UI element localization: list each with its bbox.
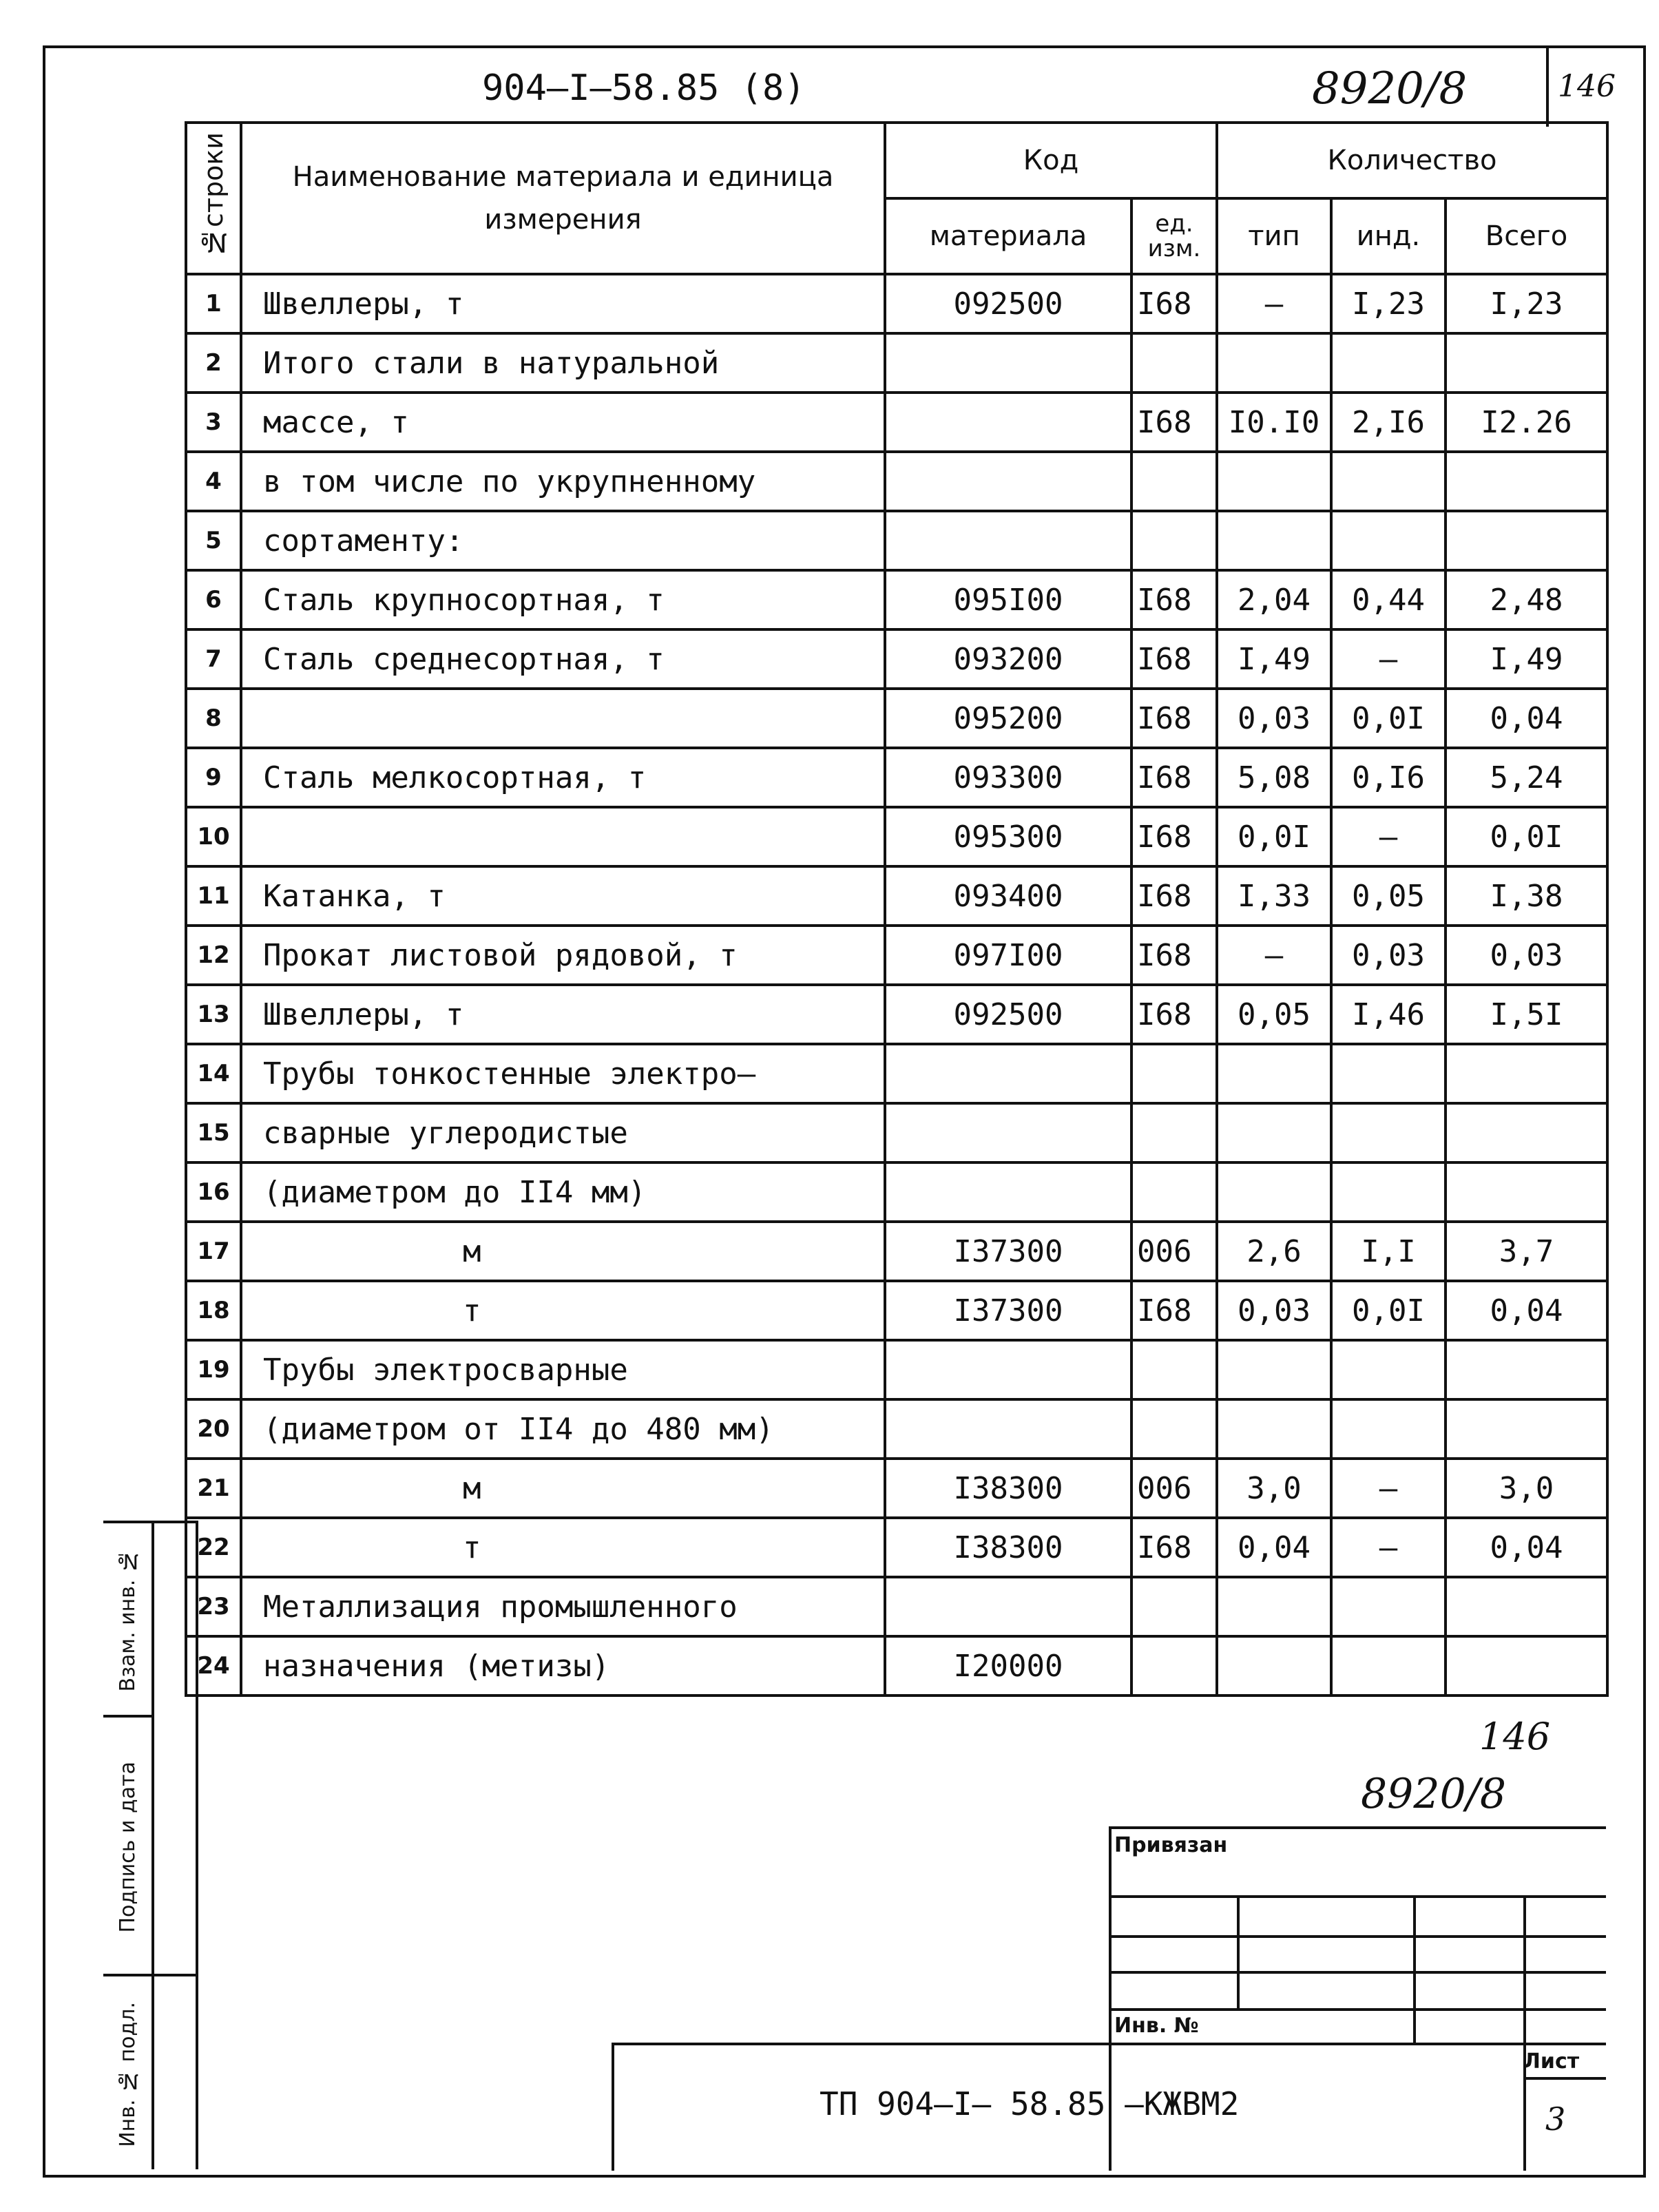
material-name-cell: т bbox=[241, 1281, 885, 1340]
qty-total-cell bbox=[1446, 1636, 1607, 1695]
qty-typ-cell: I0.I0 bbox=[1217, 393, 1331, 452]
title-block-line bbox=[612, 2043, 1606, 2045]
frame-inner-line bbox=[196, 1708, 198, 2169]
unit-code-cell: I68 bbox=[1131, 1518, 1217, 1577]
qty-ind-cell: 0,0I bbox=[1331, 1281, 1446, 1340]
unit-code-cell: I68 bbox=[1131, 393, 1217, 452]
qty-total-cell: 3,7 bbox=[1446, 1222, 1607, 1281]
material-name-cell: Трубы тонкостенные электро– bbox=[241, 1044, 885, 1103]
row-number-cell: 3 bbox=[186, 393, 241, 452]
row-number-cell: 18 bbox=[186, 1281, 241, 1340]
unit-code-cell: I68 bbox=[1131, 748, 1217, 807]
qty-typ-cell bbox=[1217, 1399, 1331, 1459]
qty-total-cell: 0,04 bbox=[1446, 689, 1607, 748]
unit-code-cell: I68 bbox=[1131, 1281, 1217, 1340]
qty-ind-cell: I,I bbox=[1331, 1222, 1446, 1281]
unit-code-cell bbox=[1131, 511, 1217, 570]
inv-no-label: Инв. № bbox=[1114, 2014, 1199, 2038]
material-code-cell: I20000 bbox=[885, 1636, 1131, 1695]
material-name-cell: сварные углеродистые bbox=[241, 1103, 885, 1162]
archive-number: 8920/8 bbox=[1312, 63, 1468, 114]
qty-typ-cell: 0,04 bbox=[1217, 1518, 1331, 1577]
side-line bbox=[152, 1974, 196, 1976]
material-code-cell bbox=[885, 1399, 1131, 1459]
stamp-line bbox=[1523, 1895, 1526, 2171]
unit-code-cell bbox=[1131, 1103, 1217, 1162]
table-row bbox=[186, 570, 1607, 629]
table-row bbox=[186, 807, 1607, 866]
header-separator bbox=[1546, 45, 1549, 127]
material-name-cell: Итого стали в натуральной bbox=[241, 333, 885, 393]
stamp-line bbox=[1109, 2008, 1606, 2011]
document-code: 904–I–58.85 (8) bbox=[482, 67, 806, 109]
row-number-cell: 14 bbox=[186, 1044, 241, 1103]
unit-code-cell bbox=[1131, 333, 1217, 393]
material-code-cell: 093400 bbox=[885, 866, 1131, 926]
stamp-line bbox=[1237, 1895, 1240, 2008]
unit-code-cell bbox=[1131, 1340, 1217, 1399]
material-code-cell bbox=[885, 1162, 1131, 1222]
qty-typ-cell: 0,03 bbox=[1217, 689, 1331, 748]
row-number-cell: 9 bbox=[186, 748, 241, 807]
material-name-cell: в том числе по укрупненному bbox=[241, 452, 885, 511]
material-name-cell: Металлизация промышленного bbox=[241, 1577, 885, 1636]
qty-typ-cell bbox=[1217, 452, 1331, 511]
material-code-cell: I38300 bbox=[885, 1459, 1131, 1518]
qty-ind-cell: 0,05 bbox=[1331, 866, 1446, 926]
material-code-cell: I37300 bbox=[885, 1281, 1131, 1340]
table-row bbox=[186, 629, 1607, 689]
qty-typ-cell: 0,0I bbox=[1217, 807, 1331, 866]
row-number-cell: 1 bbox=[186, 274, 241, 333]
material-name-cell: (диаметром до II4 мм) bbox=[241, 1162, 885, 1222]
header-quantity-group: Количество bbox=[1217, 123, 1607, 198]
material-code-cell: 097I00 bbox=[885, 926, 1131, 985]
qty-typ-cell bbox=[1217, 333, 1331, 393]
qty-ind-cell: 2,I6 bbox=[1331, 393, 1446, 452]
qty-typ-cell: 0,05 bbox=[1217, 985, 1331, 1044]
qty-total-cell bbox=[1446, 1044, 1607, 1103]
unit-code-cell: I68 bbox=[1131, 866, 1217, 926]
qty-typ-cell bbox=[1217, 1044, 1331, 1103]
qty-typ-cell: – bbox=[1217, 926, 1331, 985]
qty-total-cell: 3,0 bbox=[1446, 1459, 1607, 1518]
table-row bbox=[186, 1103, 1607, 1162]
qty-ind-cell: I,46 bbox=[1331, 985, 1446, 1044]
table-row bbox=[186, 1636, 1607, 1695]
side-stamp-column-2 bbox=[152, 1521, 198, 2169]
material-name-cell: Сталь мелкосортная, т bbox=[241, 748, 885, 807]
row-number-cell: 2 bbox=[186, 333, 241, 393]
qty-ind-cell: – bbox=[1331, 629, 1446, 689]
qty-total-cell: 2,48 bbox=[1446, 570, 1607, 629]
material-code-cell bbox=[885, 511, 1131, 570]
qty-total-cell: 0,0I bbox=[1446, 807, 1607, 866]
row-number-cell: 23 bbox=[186, 1577, 241, 1636]
qty-typ-cell: 2,04 bbox=[1217, 570, 1331, 629]
qty-total-cell bbox=[1446, 1577, 1607, 1636]
qty-total-cell bbox=[1446, 1103, 1607, 1162]
table-row bbox=[186, 1399, 1607, 1459]
unit-code-cell bbox=[1131, 1577, 1217, 1636]
qty-typ-cell: I,33 bbox=[1217, 866, 1331, 926]
material-name-cell: Трубы электросварные bbox=[241, 1340, 885, 1399]
material-name-cell bbox=[241, 689, 885, 748]
table-row bbox=[186, 1518, 1607, 1577]
row-number-cell: 7 bbox=[186, 629, 241, 689]
qty-total-cell: I2.26 bbox=[1446, 393, 1607, 452]
table-row bbox=[186, 274, 1607, 333]
qty-total-cell: I,38 bbox=[1446, 866, 1607, 926]
title-block-line bbox=[612, 2043, 614, 2171]
material-code-cell: 092500 bbox=[885, 274, 1131, 333]
qty-ind-cell bbox=[1331, 1044, 1446, 1103]
unit-code-cell bbox=[1131, 1636, 1217, 1695]
row-number-cell: 19 bbox=[186, 1340, 241, 1399]
material-code-cell bbox=[885, 333, 1131, 393]
qty-typ-cell: 5,08 bbox=[1217, 748, 1331, 807]
material-name-cell: (диаметром от II4 до 480 мм) bbox=[241, 1399, 885, 1459]
row-number-cell: 12 bbox=[186, 926, 241, 985]
qty-total-cell bbox=[1446, 1340, 1607, 1399]
header-material-code: материала bbox=[885, 198, 1131, 274]
row-number-cell: 20 bbox=[186, 1399, 241, 1459]
unit-code-cell bbox=[1131, 1162, 1217, 1222]
stamp-line bbox=[1109, 1826, 1606, 1829]
header-row-number: №строки bbox=[186, 123, 241, 274]
row-number-cell: 5 bbox=[186, 511, 241, 570]
qty-total-cell bbox=[1446, 333, 1607, 393]
table-row bbox=[186, 689, 1607, 748]
qty-typ-cell: 0,03 bbox=[1217, 1281, 1331, 1340]
qty-ind-cell: 0,44 bbox=[1331, 570, 1446, 629]
qty-ind-cell bbox=[1331, 452, 1446, 511]
unit-code-cell bbox=[1131, 452, 1217, 511]
materials-table bbox=[185, 121, 1609, 1697]
material-code-cell bbox=[885, 1577, 1131, 1636]
qty-total-cell: 0,04 bbox=[1446, 1281, 1607, 1340]
stamp-line bbox=[1413, 1895, 1416, 2043]
stamp-line bbox=[1109, 1895, 1606, 1898]
handwritten-sheet-number: 146 bbox=[1479, 1715, 1551, 1758]
row-number-cell: 16 bbox=[186, 1162, 241, 1222]
qty-ind-cell: 0,0I bbox=[1331, 689, 1446, 748]
material-code-cell bbox=[885, 1044, 1131, 1103]
material-code-cell: I38300 bbox=[885, 1518, 1131, 1577]
row-number-cell: 10 bbox=[186, 807, 241, 866]
material-name-cell bbox=[241, 807, 885, 866]
qty-ind-cell: 0,03 bbox=[1331, 926, 1446, 985]
table-row bbox=[186, 985, 1607, 1044]
row-number-cell: 24 bbox=[186, 1636, 241, 1695]
qty-ind-cell: – bbox=[1331, 1518, 1446, 1577]
material-name-cell: м bbox=[241, 1459, 885, 1518]
qty-total-cell bbox=[1446, 1162, 1607, 1222]
row-number-cell: 4 bbox=[186, 452, 241, 511]
side-signature-date: Подпись и дата bbox=[103, 1715, 152, 1976]
table-row bbox=[186, 1340, 1607, 1399]
material-code-cell: 092500 bbox=[885, 985, 1131, 1044]
qty-total-cell: 5,24 bbox=[1446, 748, 1607, 807]
qty-ind-cell: 0,I6 bbox=[1331, 748, 1446, 807]
table-row bbox=[186, 926, 1607, 985]
stamp-line bbox=[1109, 1971, 1606, 1974]
header-ind: инд. bbox=[1331, 198, 1446, 274]
qty-total-cell: 0,04 bbox=[1446, 1518, 1607, 1577]
qty-typ-cell bbox=[1217, 1162, 1331, 1222]
unit-code-cell: I68 bbox=[1131, 689, 1217, 748]
table-row bbox=[186, 866, 1607, 926]
qty-total-cell bbox=[1446, 452, 1607, 511]
unit-code-cell bbox=[1131, 1044, 1217, 1103]
qty-typ-cell: 2,6 bbox=[1217, 1222, 1331, 1281]
unit-code-cell: I68 bbox=[1131, 985, 1217, 1044]
header-unit: ед. изм. bbox=[1131, 198, 1217, 274]
header-code-group: Код bbox=[885, 123, 1217, 198]
sheet-number: 146 bbox=[1558, 69, 1616, 104]
row-number-cell: 8 bbox=[186, 689, 241, 748]
table-row bbox=[186, 393, 1607, 452]
material-name-cell: Катанка, т bbox=[241, 866, 885, 926]
row-number-cell: 15 bbox=[186, 1103, 241, 1162]
qty-typ-cell: I,49 bbox=[1217, 629, 1331, 689]
material-name-cell: Сталь крупносортная, т bbox=[241, 570, 885, 629]
material-name-cell: Швеллеры, т bbox=[241, 274, 885, 333]
material-code-cell: 095I00 bbox=[885, 570, 1131, 629]
material-code-cell bbox=[885, 1103, 1131, 1162]
row-number-cell: 17 bbox=[186, 1222, 241, 1281]
header-total: Всего bbox=[1446, 198, 1607, 274]
table-row bbox=[186, 511, 1607, 570]
table-row bbox=[186, 1162, 1607, 1222]
privyazan-label: Привязан bbox=[1114, 1833, 1228, 1857]
qty-typ-cell: – bbox=[1217, 274, 1331, 333]
qty-typ-cell bbox=[1217, 1340, 1331, 1399]
qty-ind-cell bbox=[1331, 1399, 1446, 1459]
qty-typ-cell bbox=[1217, 1577, 1331, 1636]
qty-ind-cell bbox=[1331, 333, 1446, 393]
row-number-cell: 6 bbox=[186, 570, 241, 629]
side-line bbox=[103, 1521, 196, 1523]
material-code-cell bbox=[885, 452, 1131, 511]
qty-ind-cell: I,23 bbox=[1331, 274, 1446, 333]
unit-code-cell bbox=[1131, 1399, 1217, 1459]
table-row bbox=[186, 748, 1607, 807]
qty-ind-cell bbox=[1331, 1103, 1446, 1162]
materials-table-body bbox=[186, 274, 1607, 1695]
header-typ: тип bbox=[1217, 198, 1331, 274]
qty-ind-cell: – bbox=[1331, 1459, 1446, 1518]
material-code-cell bbox=[885, 1340, 1131, 1399]
material-code-cell: I37300 bbox=[885, 1222, 1131, 1281]
table-row bbox=[186, 1222, 1607, 1281]
unit-code-cell: I68 bbox=[1131, 629, 1217, 689]
drawing-title: ТП 904–I– 58.85 –КЖВМ2 bbox=[820, 2085, 1240, 2122]
list-label: Лист bbox=[1523, 2049, 1580, 2074]
header-material-name: Наименование материала и единица измерения bbox=[241, 123, 885, 274]
unit-code-cell: I68 bbox=[1131, 926, 1217, 985]
qty-ind-cell bbox=[1331, 511, 1446, 570]
material-name-cell: назначения (метизы) bbox=[241, 1636, 885, 1695]
material-code-cell: 093200 bbox=[885, 629, 1131, 689]
row-number-cell: 13 bbox=[186, 985, 241, 1044]
table-row bbox=[186, 452, 1607, 511]
stamp-line bbox=[1109, 1935, 1606, 1938]
material-name-cell: т bbox=[241, 1518, 885, 1577]
handwritten-archive-number: 8920/8 bbox=[1361, 1770, 1507, 1818]
qty-ind-cell bbox=[1331, 1577, 1446, 1636]
table-row bbox=[186, 333, 1607, 393]
unit-code-cell: I68 bbox=[1131, 570, 1217, 629]
qty-total-cell: I,23 bbox=[1446, 274, 1607, 333]
qty-total-cell bbox=[1446, 511, 1607, 570]
material-name-cell: массе, т bbox=[241, 393, 885, 452]
row-number-cell: 21 bbox=[186, 1459, 241, 1518]
qty-total-cell: I,5I bbox=[1446, 985, 1607, 1044]
material-code-cell: 095200 bbox=[885, 689, 1131, 748]
row-number-cell: 22 bbox=[186, 1518, 241, 1577]
qty-typ-cell: 3,0 bbox=[1217, 1459, 1331, 1518]
material-name-cell: Швеллеры, т bbox=[241, 985, 885, 1044]
side-inv-podl: Инв. № подл. bbox=[103, 1974, 152, 2172]
unit-code-cell: I68 bbox=[1131, 807, 1217, 866]
material-name-cell: сортаменту: bbox=[241, 511, 885, 570]
qty-ind-cell bbox=[1331, 1636, 1446, 1695]
table-row bbox=[186, 1577, 1607, 1636]
qty-ind-cell bbox=[1331, 1162, 1446, 1222]
side-vzam-inv: Взам. инв. № bbox=[103, 1521, 152, 1718]
qty-ind-cell bbox=[1331, 1340, 1446, 1399]
material-name-cell: м bbox=[241, 1222, 885, 1281]
material-code-cell bbox=[885, 393, 1131, 452]
qty-typ-cell bbox=[1217, 1103, 1331, 1162]
list-number: 3 bbox=[1545, 2100, 1566, 2138]
qty-total-cell bbox=[1446, 1399, 1607, 1459]
qty-typ-cell bbox=[1217, 511, 1331, 570]
unit-code-cell: 006 bbox=[1131, 1222, 1217, 1281]
material-name-cell: Прокат листовой рядовой, т bbox=[241, 926, 885, 985]
qty-total-cell: I,49 bbox=[1446, 629, 1607, 689]
title-block-line bbox=[1523, 2077, 1606, 2080]
unit-code-cell: I68 bbox=[1131, 274, 1217, 333]
material-code-cell: 093300 bbox=[885, 748, 1131, 807]
material-name-cell: Сталь среднесортная, т bbox=[241, 629, 885, 689]
qty-total-cell: 0,03 bbox=[1446, 926, 1607, 985]
material-code-cell: 095300 bbox=[885, 807, 1131, 866]
table-row bbox=[186, 1044, 1607, 1103]
unit-code-cell: 006 bbox=[1131, 1459, 1217, 1518]
table-row bbox=[186, 1459, 1607, 1518]
table-row bbox=[186, 1281, 1607, 1340]
qty-typ-cell bbox=[1217, 1636, 1331, 1695]
row-number-cell: 11 bbox=[186, 866, 241, 926]
qty-ind-cell: – bbox=[1331, 807, 1446, 866]
